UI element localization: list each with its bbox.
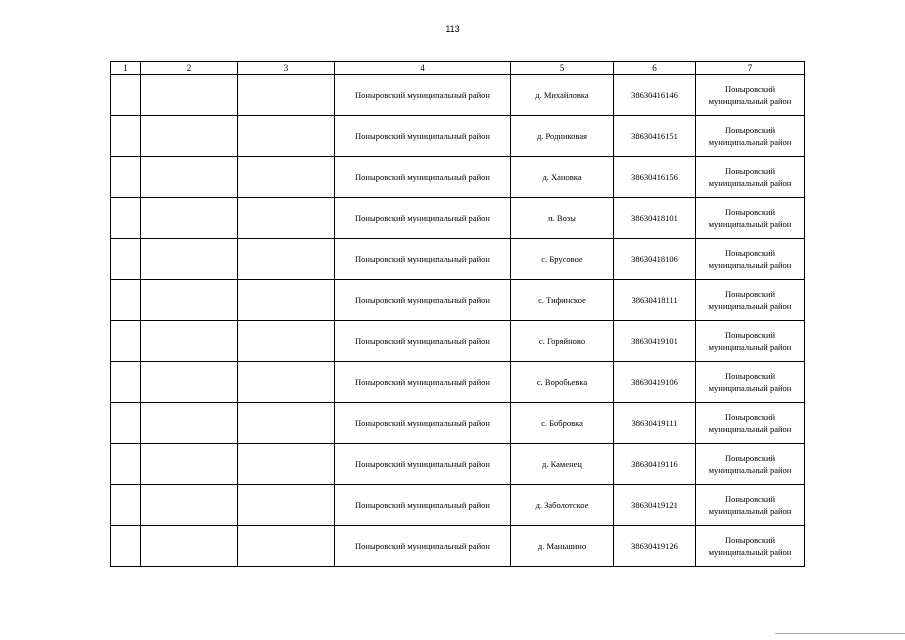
col-3-cell	[238, 362, 335, 403]
col-2-cell	[141, 198, 238, 239]
municipality-cell: Поныровский муниципальный район	[696, 75, 805, 116]
district-cell: Поныровский муниципальный район	[335, 157, 511, 198]
district-cell: Поныровский муниципальный район	[335, 362, 511, 403]
district-cell: Поныровский муниципальный район	[335, 239, 511, 280]
municipality-cell: Поныровский муниципальный район	[696, 198, 805, 239]
table-row	[111, 157, 805, 198]
col-1-cell	[111, 157, 141, 198]
col-1-cell	[111, 75, 141, 116]
oktmo-code-cell: 38630418106	[614, 239, 696, 280]
oktmo-code-cell: 38630419116	[614, 444, 696, 485]
municipality-cell: Поныровский муниципальный район	[696, 362, 805, 403]
col-3-cell	[238, 444, 335, 485]
settlement-cell: д. Каменец	[511, 444, 614, 485]
settlement-cell: д. Маньшино	[511, 526, 614, 567]
settlement-cell: д. Хановка	[511, 157, 614, 198]
settlement-cell: с. Брусовое	[511, 239, 614, 280]
col-1-cell	[111, 444, 141, 485]
col-1-cell	[111, 280, 141, 321]
oktmo-code-cell: 38630419106	[614, 362, 696, 403]
municipal-register-table	[110, 61, 805, 567]
settlement-cell: с. Воробьевка	[511, 362, 614, 403]
municipality-cell: Поныровский муниципальный район	[696, 485, 805, 526]
table-row	[111, 198, 805, 239]
column-header: 6	[614, 62, 696, 75]
table-body	[111, 75, 805, 567]
col-3-cell	[238, 280, 335, 321]
municipality-cell: Поныровский муниципальный район	[696, 526, 805, 567]
col-2-cell	[141, 157, 238, 198]
district-cell: Поныровский муниципальный район	[335, 280, 511, 321]
col-3-cell	[238, 403, 335, 444]
col-2-cell	[141, 239, 238, 280]
oktmo-code-cell: 38630416156	[614, 157, 696, 198]
district-cell: Поныровский муниципальный район	[335, 526, 511, 567]
col-2-cell	[141, 321, 238, 362]
table-row	[111, 75, 805, 116]
table-row	[111, 280, 805, 321]
municipality-cell: Поныровский муниципальный район	[696, 239, 805, 280]
table-row	[111, 362, 805, 403]
col-3-cell	[238, 485, 335, 526]
col-3-cell	[238, 75, 335, 116]
col-1-cell	[111, 485, 141, 526]
col-2-cell	[141, 362, 238, 403]
oktmo-code-cell: 38630416146	[614, 75, 696, 116]
col-1-cell	[111, 239, 141, 280]
oktmo-code-cell: 38630418111	[614, 280, 696, 321]
col-2-cell	[141, 280, 238, 321]
col-1-cell	[111, 362, 141, 403]
municipality-cell: Поныровский муниципальный район	[696, 157, 805, 198]
table-row	[111, 239, 805, 280]
table-row	[111, 444, 805, 485]
column-header: 5	[511, 62, 614, 75]
col-2-cell	[141, 526, 238, 567]
municipality-cell: Поныровский муниципальный район	[696, 321, 805, 362]
col-3-cell	[238, 198, 335, 239]
district-cell: Поныровский муниципальный район	[335, 321, 511, 362]
oktmo-code-cell: 38630419111	[614, 403, 696, 444]
col-2-cell	[141, 116, 238, 157]
settlement-cell: с. Бобровка	[511, 403, 614, 444]
col-3-cell	[238, 239, 335, 280]
district-cell: Поныровский муниципальный район	[335, 75, 511, 116]
col-1-cell	[111, 321, 141, 362]
settlement-cell: д. Михайловка	[511, 75, 614, 116]
settlement-cell: д. Заболотское	[511, 485, 614, 526]
table-row	[111, 116, 805, 157]
district-cell: Поныровский муниципальный район	[335, 485, 511, 526]
col-3-cell	[238, 321, 335, 362]
col-2-cell	[141, 75, 238, 116]
column-header: 2	[141, 62, 238, 75]
oktmo-code-cell: 38630419121	[614, 485, 696, 526]
col-2-cell	[141, 403, 238, 444]
oktmo-code-cell: 38630416151	[614, 116, 696, 157]
table-row	[111, 321, 805, 362]
municipality-cell: Поныровский муниципальный район	[696, 403, 805, 444]
col-3-cell	[238, 157, 335, 198]
header-row	[111, 62, 805, 75]
table-row	[111, 485, 805, 526]
oktmo-code-cell: 38630418101	[614, 198, 696, 239]
settlement-cell: д. Родниковая	[511, 116, 614, 157]
scan-edge-line	[775, 633, 905, 634]
district-cell: Поныровский муниципальный район	[335, 444, 511, 485]
col-2-cell	[141, 485, 238, 526]
column-header: 1	[111, 62, 141, 75]
municipality-cell: Поныровский муниципальный район	[696, 444, 805, 485]
column-header: 4	[335, 62, 511, 75]
page-number: 113	[445, 24, 460, 34]
col-1-cell	[111, 198, 141, 239]
col-2-cell	[141, 444, 238, 485]
district-cell: Поныровский муниципальный район	[335, 116, 511, 157]
table-row	[111, 526, 805, 567]
col-3-cell	[238, 526, 335, 567]
district-cell: Поныровский муниципальный район	[335, 198, 511, 239]
column-header: 3	[238, 62, 335, 75]
column-header: 7	[696, 62, 805, 75]
table-row	[111, 403, 805, 444]
settlement-cell: с. Горяйново	[511, 321, 614, 362]
settlement-cell: п. Возы	[511, 198, 614, 239]
oktmo-code-cell: 38630419101	[614, 321, 696, 362]
col-1-cell	[111, 403, 141, 444]
municipality-cell: Поныровский муниципальный район	[696, 116, 805, 157]
municipality-cell: Поныровский муниципальный район	[696, 280, 805, 321]
district-cell: Поныровский муниципальный район	[335, 403, 511, 444]
oktmo-code-cell: 38630419126	[614, 526, 696, 567]
col-3-cell	[238, 116, 335, 157]
col-1-cell	[111, 526, 141, 567]
col-1-cell	[111, 116, 141, 157]
settlement-cell: с. Тифинское	[511, 280, 614, 321]
